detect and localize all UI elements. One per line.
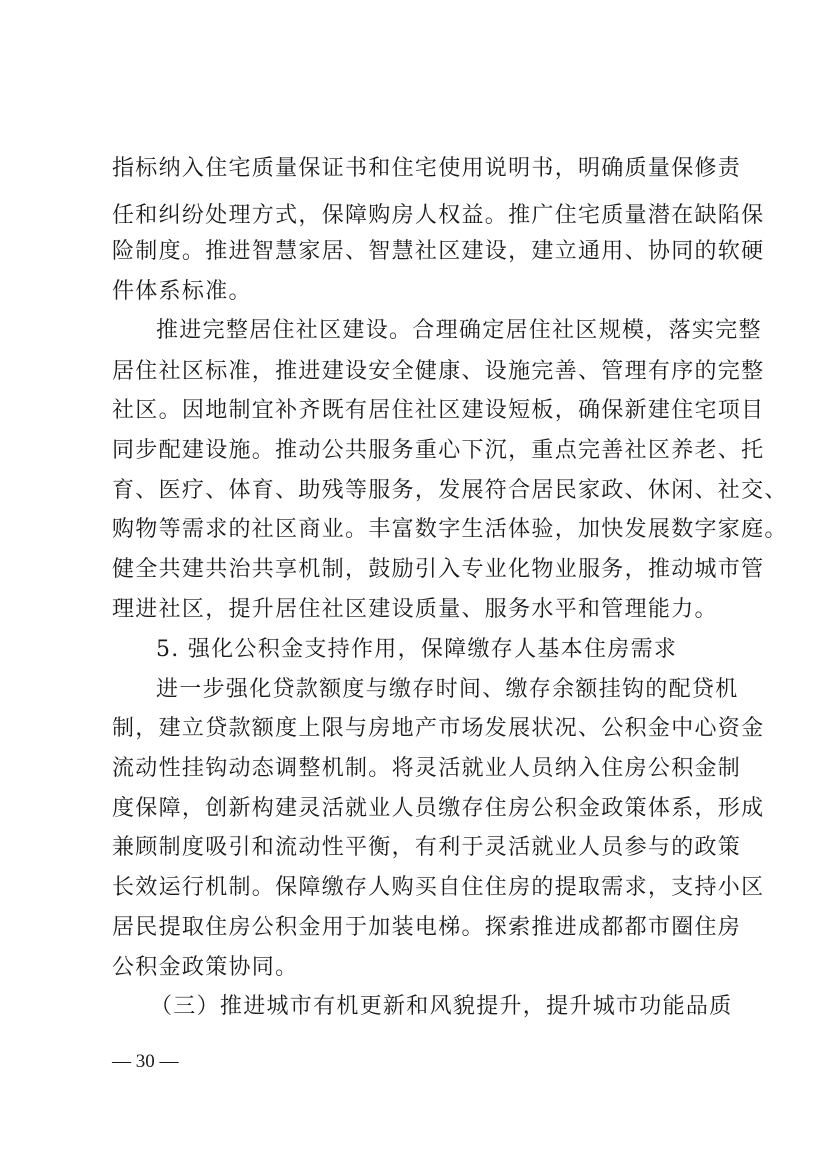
text-line: 指标纳入住宅质量保证书和住宅使用说明书，明确质量保修责 [112, 156, 742, 181]
paragraph-start-line: 推进完整居住社区建设。合理确定居住社区规模，落实完整 [156, 318, 762, 343]
text-line: 长效运行机制。保障缴存人购买自住住房的提取需求，支持小区 [112, 875, 765, 900]
text-line: 购物等需求的社区商业。丰富数字生活体验，加快发展数字家庭。 [112, 517, 788, 542]
text-line: 健全共建共治共享机制，鼓励引入专业化物业服务，推动城市管 [112, 557, 765, 582]
text-line: 任和纠纷处理方式，保障购房人权益。推广住宅质量潜在缺陷保 [112, 203, 765, 228]
text-line: 件体系标准。 [112, 279, 252, 304]
text-line: 社区。因地制宜补齐既有居住社区建设短板，确保新建住宅项目 [112, 398, 765, 423]
text-line: 度保障，创新构建灵活就业人员缴存住房公积金政策体系，形成 [112, 796, 765, 821]
section-heading: （三）推进城市有机更新和风貌提升，提升城市功能品质 [150, 994, 733, 1019]
text-line: 公积金政策协同。 [112, 955, 299, 980]
text-line: 险制度。推进智慧家居、智慧社区建设，建立通用、协同的软硬 [112, 239, 765, 264]
paragraph-start-line: 进一步强化贷款额度与缴存时间、缴存余额挂钩的配贷机 [156, 677, 739, 702]
text-line: 居住社区标准，推进建设安全健康、设施完善、管理有序的完整 [112, 359, 765, 384]
text-line: 育、医疗、体育、助残等服务，发展符合居民家政、休闲、社交、 [112, 478, 788, 503]
text-line: 制，建立贷款额度上限与房地产市场发展状况、公积金中心资金 [112, 716, 765, 741]
section-heading: 5. 强化公积金支持作用，保障缴存人基本住房需求 [156, 637, 678, 662]
text-line: 流动性挂钩动态调整机制。将灵活就业人员纳入住房公积金制 [112, 756, 742, 781]
text-line: 理进社区，提升居住社区建设质量、服务水平和管理能力。 [112, 597, 718, 622]
text-line: 同步配建设施。推动公共服务重心下沉，重点完善社区养老、托 [112, 438, 765, 463]
page-number: — 30 — [112, 1051, 179, 1072]
text-line: 居民提取住房公积金用于加装电梯。探索推进成都都市圈住房 [112, 915, 742, 940]
text-line: 兼顾制度吸引和流动性平衡，有利于灵活就业人员参与的政策 [112, 835, 742, 860]
